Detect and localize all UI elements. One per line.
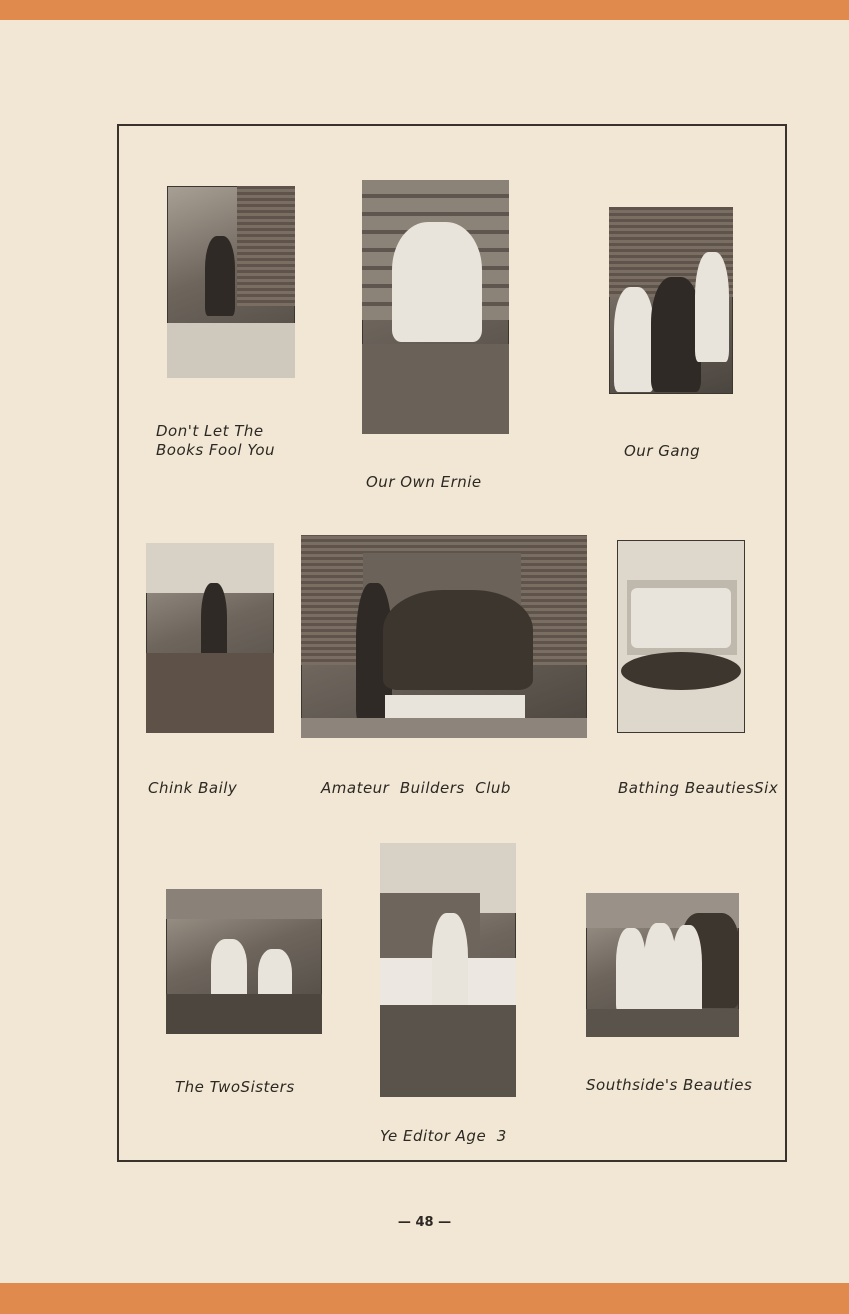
caption-ye-editor-age-3: Ye Editor Age 3 [380, 1127, 507, 1145]
caption-bathing-beauties-six: Bathing BeautiesSix [618, 779, 779, 797]
caption-our-own-ernie: Our Own Ernie [366, 473, 482, 491]
photo-bathing-beauties-six [617, 540, 745, 733]
caption-two-sisters: The TwoSisters [175, 1078, 295, 1096]
photo-ye-editor-age-3 [380, 843, 516, 1097]
top-orange-band [0, 0, 849, 20]
photo-amateur-builders-club [301, 535, 587, 738]
caption-amateur-builders-club: Amateur Builders Club [321, 779, 511, 797]
page-number: — 48 — [397, 1215, 452, 1230]
caption-southsides-beauties: Southside's Beauties [586, 1076, 753, 1094]
caption-our-gang: Our Gang [624, 442, 701, 460]
bottom-orange-band [0, 1283, 849, 1314]
photo-chink-baily [146, 543, 274, 733]
photo-our-own-ernie [362, 180, 509, 434]
photo-two-sisters [166, 889, 322, 1034]
photo-southsides-beauties [586, 893, 739, 1037]
photo-books-fool-you [167, 186, 295, 378]
photo-our-gang [609, 207, 733, 394]
caption-chink-baily: Chink Baily [148, 779, 238, 797]
caption-books-fool-you: Don't Let The Books Fool You [156, 422, 276, 459]
